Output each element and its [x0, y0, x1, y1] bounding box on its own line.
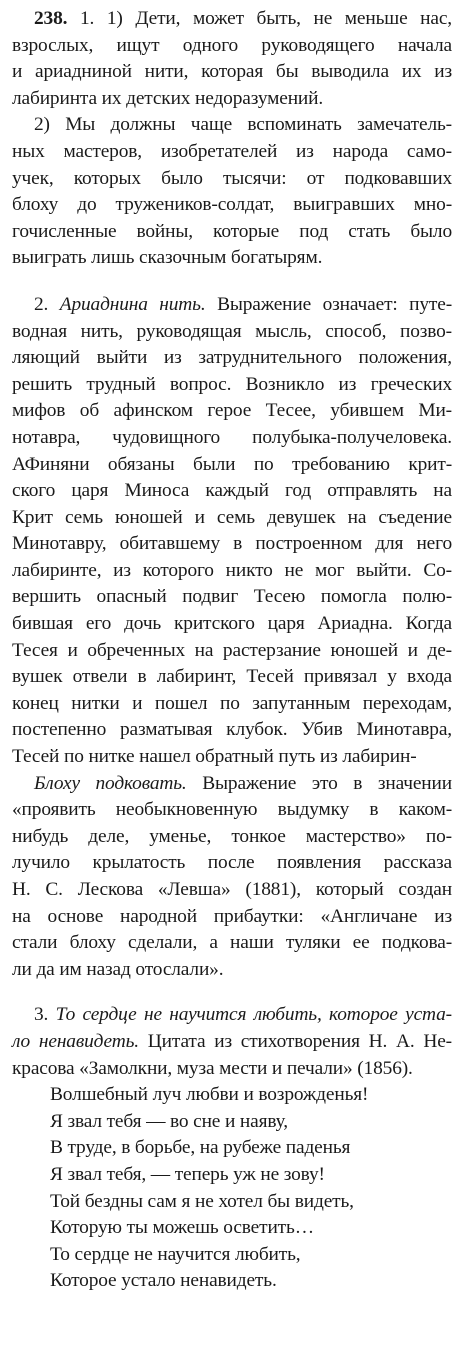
- paragraph-line: 2) Мы должны чаще вспоминать замечатель-: [34, 114, 452, 136]
- paragraph-line: ных мастеров, изобретателей из народа само-: [12, 140, 452, 162]
- paragraph-line: водная нить, руководящая мысль, способ, позво-: [12, 320, 452, 342]
- paragraph-line: мифов об афинском герое Тесее, убившем Ми-: [12, 400, 452, 422]
- paragraph-line: гочисленные войны, которые под стать было: [12, 220, 452, 242]
- paragraph-line: Тесея и обреченных на растерзание юношей и де-: [12, 639, 452, 661]
- poem-line: То сердце не научится любить,: [50, 1243, 301, 1265]
- paragraph-line: ли да им назад отослали».: [12, 958, 224, 980]
- paragraph-line: взрослых, ищут одного руководящего начала: [12, 34, 452, 56]
- quote-italic: ло ненавидеть.: [12, 1030, 139, 1052]
- paragraph-line: вушек отвели в лабиринт, Тесей привязал у входа: [12, 666, 452, 688]
- section-2: [12, 292, 452, 983]
- paragraph-line: красова «Замолкни, муза мести и печали» (1856).: [12, 1057, 413, 1079]
- paragraph-line: конец нитки и пошел по запутанным переходам,: [12, 692, 452, 714]
- poem: [12, 1082, 452, 1295]
- paragraph-line: на основе народной прибаутки: «Англичане из: [12, 905, 452, 927]
- paragraph-line: стали блоху сделали, а наши туляки ее подкова-: [12, 932, 452, 954]
- paragraph-line: ляющий выйти из затруднительного положения,: [12, 347, 452, 369]
- paragraph-line: Н. С. Лескова «Левша» (1881), который создан: [12, 879, 452, 900]
- quote-italic: То сердце не научится любить, которое уста-: [55, 1004, 452, 1026]
- paragraph-line: постепенно разматывая клубок. Убив Минотавра,: [12, 719, 452, 741]
- paragraph-line: ло ненавидеть. Цитата из стихотворения Н. А. Не-: [12, 1030, 452, 1052]
- paragraph-line: лабиринте, из которого никто не мог выйти. Со-: [12, 559, 452, 581]
- paragraph-line: 2. Ариаднина нить. Выражение означает: путе-: [34, 293, 452, 315]
- paragraph-line: ского царя Миноса каждый год отправлять на: [12, 480, 452, 502]
- paragraph-line: бившая его дочь критского царя Ариадна. Когда: [12, 613, 452, 635]
- paragraph-line: Блоху подковать. Выражение это в значении: [34, 772, 452, 794]
- poem-line: Той бездны сам я не хотел бы видеть,: [50, 1190, 354, 1212]
- paragraph-line: Крит семь юношей и семь девушек на съедение: [12, 506, 452, 528]
- paragraph-line: Минотавру, обитавшему в построенном для него: [12, 533, 452, 555]
- exercise-number: 238.: [34, 8, 68, 29]
- paragraph-line: нибудь деле, уменье, тонкое мастерство» по-: [12, 825, 452, 847]
- poem-line: Я звал тебя, — теперь уж не зову!: [50, 1163, 325, 1185]
- paragraph-line: выиграть лишь сказочным богатырям.: [12, 247, 323, 269]
- section-3: [12, 1002, 452, 1295]
- poem-line: Которое устало ненавидеть.: [50, 1270, 277, 1292]
- paragraph-line: учек, которых было тысячи: от подковавших: [12, 167, 452, 189]
- paragraph-line: нотавра, чудовищного полубыка-получеловека.: [12, 426, 452, 448]
- paragraph-line: 3. То сердце не научится любить, которое уста-: [34, 1004, 452, 1026]
- paragraph-line: блоху до тружеников-солдат, выигравших мно-: [12, 194, 452, 216]
- paragraph-line: Тесей по нитке нашел обратный путь из лабирин-: [12, 746, 417, 768]
- paragraph-line: АФиняни обязаны были по требованию крит-: [12, 453, 452, 475]
- term-italic: Ариаднина нить.: [59, 293, 206, 315]
- paragraph-line: лучило крылатость после появления рассказа: [12, 852, 452, 874]
- poem-line: Которую ты можешь осветить…: [50, 1217, 314, 1239]
- paragraph-line: и ариадниной нити, которая бы выводила их из: [12, 61, 452, 83]
- section-gap: [12, 272, 452, 292]
- term-italic: Блоху подковать.: [34, 772, 187, 794]
- poem-line: Волшебный луч любви и возрожденья!: [50, 1084, 369, 1106]
- paragraph-line: 238. 1. 1) Дети, может быть, не меньше нас,: [34, 8, 452, 29]
- paragraph-line: вершить опасный подвиг Тесею помогла полю-: [12, 586, 452, 608]
- paragraph-line: «проявить необыкновенную выдумку в каком-: [12, 799, 452, 821]
- poem-line: Я звал тебя — во сне и наяву,: [50, 1110, 288, 1132]
- paragraph-line: лабиринта их детских недоразумений.: [12, 87, 324, 109]
- poem-line: В труде, в борьбе, на рубеже паденья: [50, 1137, 351, 1159]
- section-1: [12, 6, 452, 272]
- paragraph-line: решить трудный вопрос. Возникло из греческих: [12, 373, 452, 395]
- section-gap: [12, 983, 452, 1002]
